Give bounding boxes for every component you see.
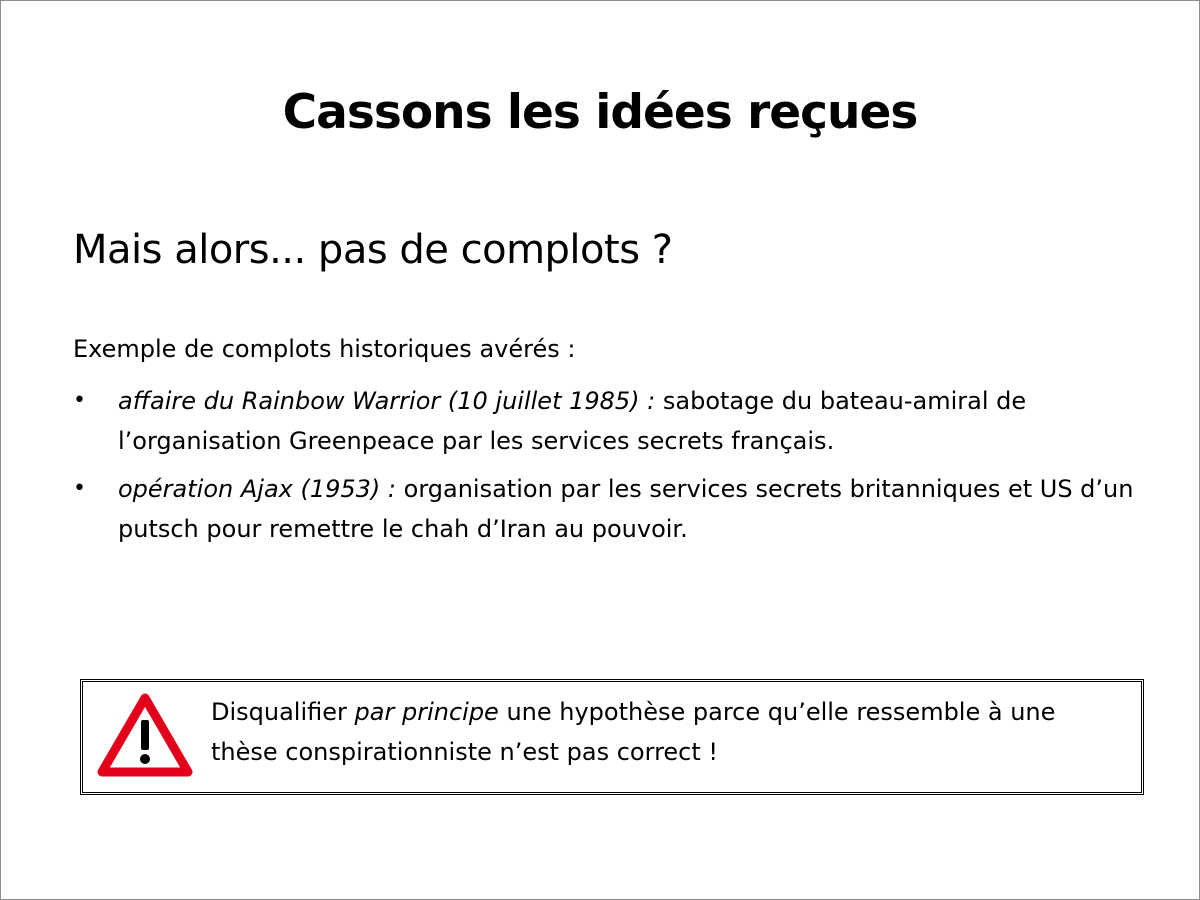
intro-text: Exemple de complots historiques avérés : bbox=[73, 335, 576, 363]
slide-subtitle: Mais alors... pas de complots ? bbox=[73, 227, 673, 273]
bullet-heading: opération Ajax (1953) : bbox=[118, 475, 397, 503]
warning-text bbox=[211, 692, 1121, 772]
warning-text-start: Disqualifier bbox=[211, 698, 355, 726]
warning-box bbox=[80, 679, 1144, 795]
warning-triangle-icon bbox=[97, 692, 193, 778]
list-item bbox=[73, 469, 1153, 549]
bullet-heading: affaire du Rainbow Warrior (10 juillet 1985) : bbox=[118, 387, 656, 415]
bullet-marker: • bbox=[73, 388, 86, 413]
bullet-text: organisation par les services secrets britanniques et US d’un putsch pour remettre le chah d’Iran au pouvoir. bbox=[118, 475, 1134, 543]
list-item bbox=[73, 381, 1153, 461]
warning-text-emphasis: par principe bbox=[354, 698, 499, 726]
bullet-marker: • bbox=[73, 476, 86, 501]
bullet-text: sabotage du bateau-amiral de l’organisation Greenpeace par les services secrets français. bbox=[118, 387, 1027, 455]
bullet-list bbox=[73, 381, 1153, 557]
slide-title: Cassons les idées reçues bbox=[282, 85, 918, 140]
warning-text-end: une hypothèse parce qu’elle ressemble à une thèse conspirationniste n’est pas correct ! bbox=[211, 698, 1056, 766]
